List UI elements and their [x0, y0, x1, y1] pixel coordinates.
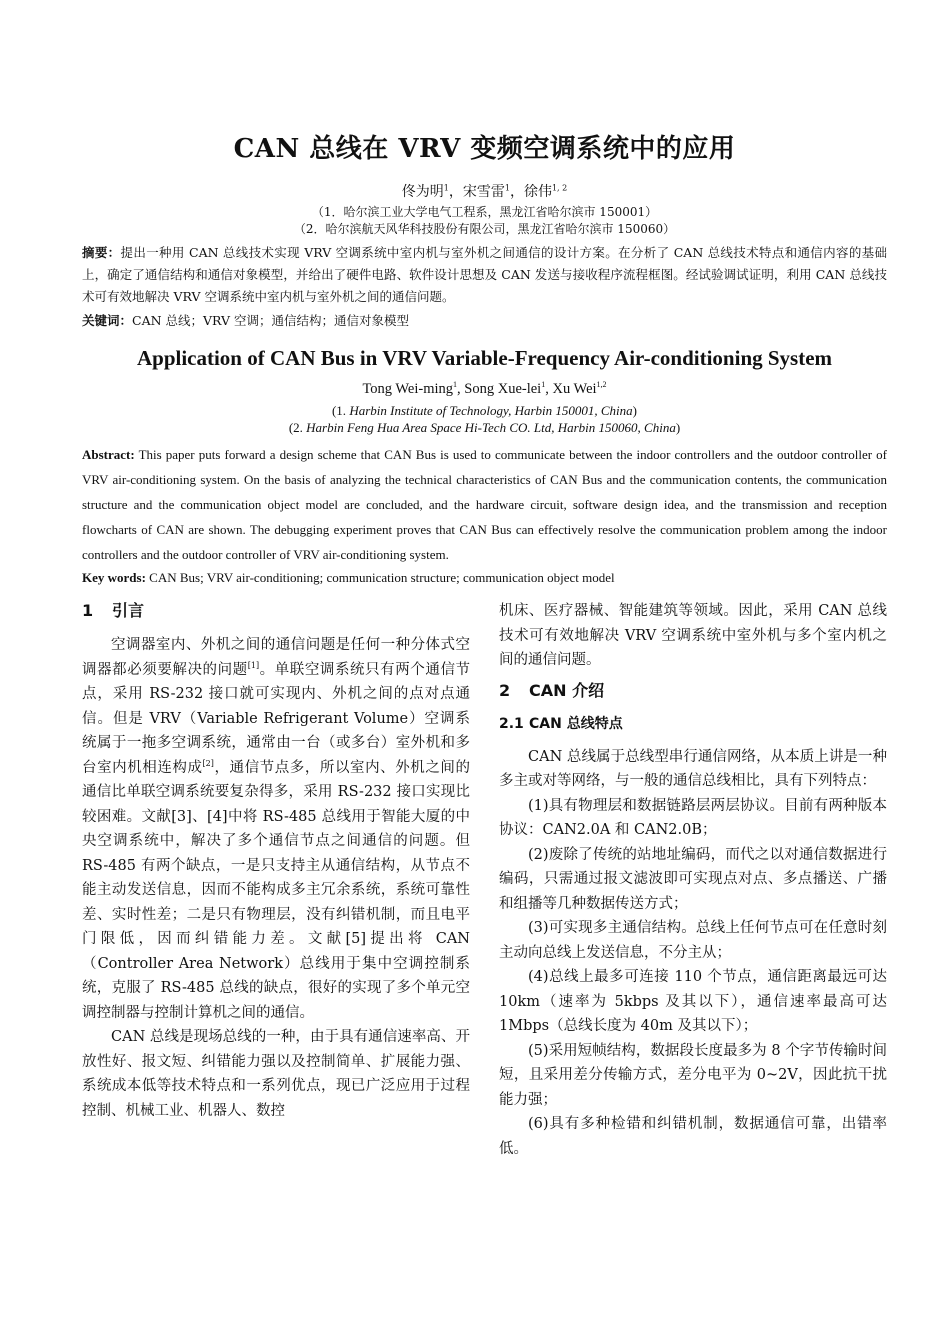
abstract-en [82, 442, 887, 567]
keywords-cn-text: CAN 总线；VRV 空调；通信结构；通信对象模型 [132, 313, 410, 328]
keywords-cn-label: 关键词： [82, 313, 133, 328]
title-cn: CAN 总线在 VRV 变频空调系统中的应用 [233, 134, 736, 164]
abstract-cn-text: 提出一种用 CAN 总线技术实现 VRV 空调系统中室内机与室外机之间通信的设计方案。在分析了 CAN 总线技术特点和通信内容的基础上，确定了通信结构和通信对象模型，并给出了硬件电路、软件设计思想及 CAN 发送与接收程序流程框图。经试验调试证明，利用 CAN 总线技术可有效地解决 VRV 空调系统中室内机与室外机之间的通信问题。 [82, 245, 887, 304]
intro-paragraph-1: 空调器室内、外机之间的通信问题是任何一种分体式空调器都必须要解决的问题[1]。单联空调系统只有两个通信节点，采用 RS-232 接口就可实现内、外机之间的点对点通信。但是 VRV（Variable Refrigerant Volume）空调系统属于一拖多空调系统，通常由一台（或多台）室外机和多台室内机相连构成[2]，通信节点多，所以室内、外机之间的通信比单联空调系统要复杂得多，采用 RS-232 接口实现比较困难。文献[3]、[4]中将 RS-485 总线用于智能大厦的中央空调系统中，解决了多个通信节点之间通信的问题。但 RS-485 有两个缺点，一是只支持主从通信结构，从节点不能主动发送信息，因而不能构成多主冗余系统，系统可靠性差、实时性差；二是只有物理层，没有纠错机制，而且电平门限低，因而纠错能力差。文献[5]提出将 CAN（Controller Area Network）总线用于集中空调控制系统，克服了 RS-485 总线的缺点，很好的实现了多个单元空调控制器与控制计算机之间的通信。 [82, 637, 471, 1021]
keywords-en-text: CAN Bus; VRV air-conditioning; communication structure; communication object model [145, 570, 615, 585]
intro-paragraph-2-continued: 机床、医疗器械、智能建筑等领域。因此，采用 CAN 总线技术可有效地解决 VRV 空调系统中室外机与多个室内机之间的通信问题。 [499, 603, 887, 668]
author-en-2: Song Xue-lei$^1$, [464, 380, 553, 397]
section-heading-2: 2 CAN 介绍 [499, 680, 605, 700]
feature-item-2: (2)废除了传统的站地址编码，而代之以对通信数据进行编码，只需通过报文滤波即可实现点对点、多点播送、广播和组播等几种数据传送方式； [499, 846, 887, 912]
affiliation-cn-2: （2．哈尔滨航天风华科技股份有限公司，黑龙江省哈尔滨市 150060） [293, 222, 676, 236]
feature-item-6: (6)具有多种检错和纠错机制，数据通信可靠，出错率低。 [499, 1116, 887, 1157]
keywords-en-label: Key words: [82, 570, 146, 585]
right-column [499, 599, 887, 1161]
feature-item-1: (1)具有物理层和数据链路层两层协议。目前有两种版本协议：CAN2.0A 和 CAN2.0B； [499, 797, 887, 838]
feature-item-3: (3)可实现多主通信结构。总线上任何节点可在任意时刻主动向总线上发送信息，不分主从； [499, 920, 887, 961]
feature-item-4: (4)总线上最多可连接 110 个节点，通信距离最远可达 10km（速率为 5kbps 及其以下），通信速率最高可达 1Mbps（总线长度为 40m 及其以下）； [499, 969, 887, 1034]
section-heading-1: 1 引言 [82, 601, 145, 620]
author-cn-3: 徐伟$^{1, 2}$ [523, 183, 568, 200]
authors-en [82, 381, 887, 398]
subsection-heading-2-1: 2.1 CAN 总线特点 [499, 715, 623, 732]
feature-item-5: (5)采用短帧结构，数据段长度最多为 8 个字节传输时间短，且采用差分传输方式，差分电平为 0~2V，因此抗干扰能力强； [499, 1042, 887, 1108]
abstract-cn [82, 242, 887, 308]
author-en-1: Tong Wei-ming$^1$, [362, 380, 465, 397]
keywords-cn [82, 310, 887, 332]
intro-paragraph-2: CAN 总线是现场总线的一种，由于具有通信速率高、开放性好、报文短、纠错能力强以及控制简单、扩展能力强、系统成本低等技术特点和一系列优点，现已广泛应用于过程控制、机械工业、机器人、数控 [82, 1029, 470, 1119]
abstract-cn-label: 摘要： [82, 245, 121, 260]
title-en: Application of CAN Bus in VRV Variable-Frequency Air-conditioning System [136, 346, 833, 370]
left-column [82, 599, 470, 1161]
paper-page [82, 128, 887, 1161]
affiliation-en-2: (2. Harbin Feng Hua Area Space Hi-Tech CO. Ltd, Harbin 150060, China) [288, 420, 681, 435]
can-intro-paragraph: CAN 总线属于总线型串行通信网络，从本质上讲是一种多主或对等网络，与一般的通信总线相比，具有下列特点： [499, 748, 887, 789]
author-cn-1: 佟为明$^1$， [401, 183, 463, 200]
author-cn-2: 宋雪雷$^1$， [462, 183, 524, 200]
affiliation-en-1: (1. Harbin Institute of Technology, Harbin 150001, China) [331, 403, 638, 418]
abstract-en-text: This paper puts forward a design scheme that CAN Bus is used to communicate between the indoor controllers and the outdoor controller of VRV air-conditioning system. On the basis of analyzing the technical characteristics of CAN Bus and the communication contents, the communication structure and the communication object model are concluded, and the hardware circuit, software design idea, and the transmission and reception flowcharts of CAN are shown. The debugging experiment proves that CAN Bus can effectively resolve the communication problem among the indoor controllers and the outdoor controller of VRV air-conditioning system. [82, 447, 887, 562]
authors-cn [82, 181, 887, 201]
body-columns [82, 599, 887, 1161]
keywords-en [82, 567, 887, 589]
author-en-3: Xu Wei$^{1,2}$ [552, 380, 607, 397]
abstract-en-label: Abstract: [82, 447, 135, 462]
affiliation-cn-1: （1．哈尔滨工业大学电气工程系，黑龙江省哈尔滨市 150001） [311, 205, 658, 219]
